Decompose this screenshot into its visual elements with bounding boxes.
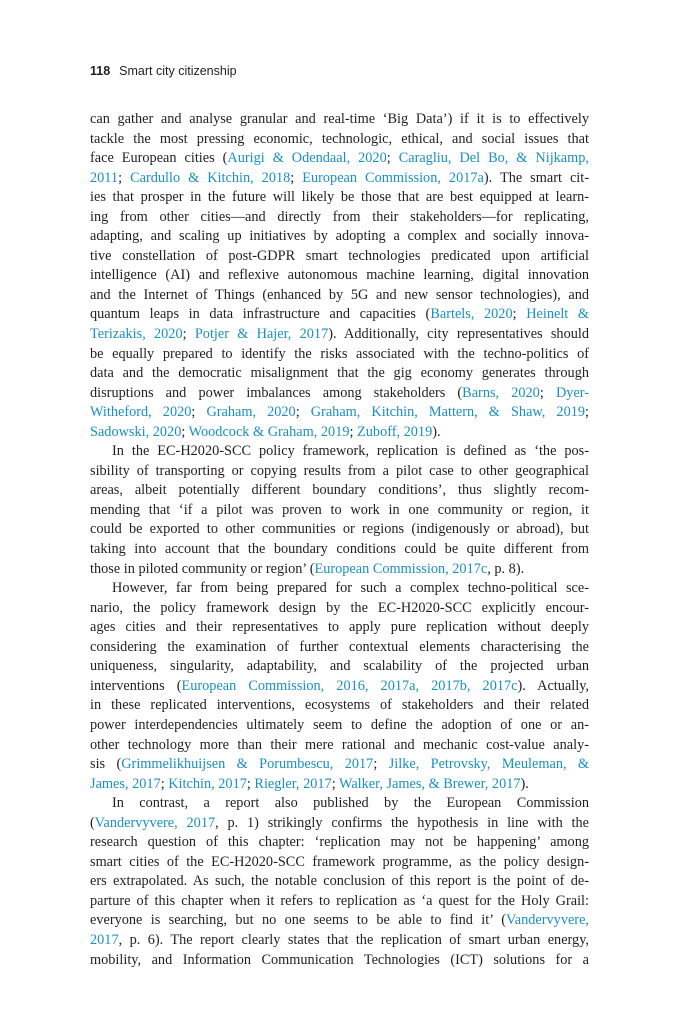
text-line (90, 775, 589, 795)
citation-link[interactable]: Riegler, 2017 (254, 775, 332, 792)
text-run: adapting, and scaling up initiatives by adopting a complex and socially innova- (90, 228, 589, 245)
text-run: other technology more than their mere rational and mechanic cost-value analy- (90, 736, 589, 753)
text-line (90, 814, 589, 834)
body-text (90, 110, 589, 970)
text-line (90, 520, 589, 540)
text-run: power interdependencies ultimately seem to define the adoption of one or an- (90, 716, 589, 733)
citation-link[interactable]: Vandervyvere, 2017 (94, 814, 216, 831)
text-run: ers extrapolated. As such, the notable conclusion of this report is the point of de- (90, 873, 589, 890)
text-line (90, 872, 589, 892)
citation-link[interactable]: Dyer- (555, 384, 589, 401)
text-run: quantum leaps in data infrastructure and capacities ( (90, 306, 431, 323)
text-run: ; (182, 326, 195, 343)
text-run: ; (246, 775, 255, 792)
text-run: ies that prosper in the future will likely be those that are best equipped at learn- (90, 189, 589, 206)
running-head (90, 64, 237, 78)
citation-link[interactable]: European Commission, 2016, 2017a, 2017b, 2017c (181, 677, 518, 694)
text-run: ; (331, 775, 339, 792)
text-line (90, 227, 589, 247)
citation-link[interactable]: 2017 (90, 931, 119, 948)
citation-link[interactable]: 2011 (90, 169, 119, 186)
text-run: , p. 1) strikingly confirms the hypothesis in line with the (215, 814, 589, 831)
text-run: tive constellation of post-GDPR smart technologies predicated upon artificial (90, 247, 589, 264)
citation-link[interactable]: Kitchin, 2017 (168, 775, 247, 792)
text-run: ; (349, 423, 358, 440)
text-line (90, 540, 589, 560)
text-line (90, 442, 589, 462)
text-line (90, 911, 589, 931)
text-run: interventions ( (90, 677, 182, 694)
text-line (90, 736, 589, 756)
citation-link[interactable]: Vandervyvere, (506, 912, 589, 929)
text-run: those in piloted community or region’ ( (90, 560, 315, 577)
text-line (90, 345, 589, 365)
page-number: 118 (90, 64, 111, 78)
text-line (90, 149, 589, 169)
text-run: ). The smart cit- (483, 169, 590, 186)
text-run: ; (512, 306, 527, 323)
text-run: ). (432, 423, 441, 440)
text-line (90, 325, 589, 345)
citation-link[interactable]: Heinelt & (526, 306, 589, 323)
text-run: can gather and analyse granular and real-time ‘Big Data’) if it is to effectively (90, 111, 589, 127)
text-line (90, 794, 589, 814)
text-run: smart cities of the EC-H2020-SCC framework programme, as the policy design- (90, 853, 589, 870)
text-run: research question of this chapter: ‘replication may not be happening’ among (90, 834, 589, 851)
citation-link[interactable]: Sadowski, 2020 (90, 423, 182, 440)
text-line (90, 286, 589, 306)
citation-link[interactable]: Zuboff, 2019 (357, 423, 433, 440)
citation-link[interactable]: Aurigi & Odendaal, 2020 (227, 150, 387, 167)
text-run: nario, the policy framework design by the EC-H2020-SCC explicitly encour- (90, 599, 589, 616)
text-run: ). (520, 775, 529, 792)
text-run: sis ( (90, 756, 122, 773)
text-run: areas, albeit potentially different boundary conditions’, thus slightly recom- (90, 482, 589, 499)
citation-link[interactable]: Witheford, 2020 (90, 404, 192, 421)
text-run: ing from other cities—and directly from their stakeholders—for replicating, (90, 208, 589, 225)
text-run: tackle the most pressing economic, technologic, ethical, and social issues that (90, 130, 589, 147)
text-line (90, 560, 589, 580)
text-run: In contrast, a report also published by the European Commission (112, 795, 589, 812)
text-line (90, 423, 589, 443)
citation-link[interactable]: Barns, 2020 (462, 384, 540, 401)
citation-link[interactable]: Potjer & Hajer, 2017 (194, 326, 329, 343)
text-line (90, 305, 589, 325)
text-run: ; (585, 404, 590, 421)
text-run: ; (539, 384, 556, 401)
text-run: ; (118, 169, 131, 186)
text-run: and the Internet of Things (enhanced by 5G and new sensor technologies), and (90, 286, 589, 303)
text-line (90, 403, 589, 423)
text-line (90, 599, 589, 619)
text-run: sibility of transporting or copying results from a pilot case to other geographical (90, 462, 589, 479)
text-run: , p. 8). (487, 560, 525, 577)
text-run: data and the democratic misalignment that the gig economy generates through (90, 365, 589, 382)
text-line (90, 951, 589, 971)
text-run: disruptions and power imbalances among stakeholders ( (90, 384, 463, 401)
text-run: However, far from being prepared for such a complex techno-political sce- (112, 580, 589, 597)
text-run: ; (386, 150, 399, 167)
text-run: ; (373, 756, 389, 773)
text-run: face European cities ( (90, 150, 228, 167)
text-run: intelligence (AI) and reflexive autonomous machine learning, digital innovation (90, 267, 589, 284)
text-line (90, 247, 589, 267)
citation-link[interactable]: European Commission, 2017c (314, 560, 488, 577)
text-line (90, 853, 589, 873)
text-run: parture of this chapter when it refers to replication as ‘a quest for the Holy Grail: (90, 892, 589, 909)
text-line (90, 110, 589, 130)
citation-link[interactable]: Bartels, 2020 (430, 306, 513, 323)
text-line (90, 481, 589, 501)
citation-link[interactable]: Terizakis, 2020 (90, 326, 183, 343)
running-title: Smart city citizenship (119, 64, 237, 78)
text-line (90, 169, 589, 189)
text-run: ( (90, 814, 95, 831)
text-run: ; (160, 775, 169, 792)
text-run: ; (295, 404, 311, 421)
text-line (90, 931, 589, 951)
citation-link[interactable]: Caragliu, Del Bo, & Nijkamp, (398, 150, 590, 167)
text-line (90, 638, 589, 658)
citation-link[interactable]: Cardullo & Kitchin, 2018 (130, 169, 291, 186)
text-line (90, 579, 589, 599)
text-run: ; (191, 404, 207, 421)
text-run: ; (181, 423, 189, 440)
citation-link[interactable]: European Commission, 2017a (302, 169, 484, 186)
text-run: In the EC-H2020-SCC policy framework, replication is defined as ‘the pos- (112, 443, 589, 460)
text-run: taking into account that the boundary conditions could be quite different from (90, 541, 589, 558)
text-line (90, 657, 589, 677)
text-line (90, 677, 589, 697)
text-run: mobility, and Information Communication Technologies (ICT) solutions for a (90, 951, 589, 968)
text-run: mending that ‘if a pilot was proven to work in one community or region, it (90, 501, 589, 518)
citation-link[interactable]: Woodcock & Graham, 2019 (188, 423, 350, 440)
text-line (90, 266, 589, 286)
text-line (90, 833, 589, 853)
text-line (90, 130, 589, 150)
text-line (90, 501, 589, 521)
citation-link[interactable]: Jilke, Petrovsky, Meuleman, & (388, 756, 590, 773)
text-line (90, 618, 589, 638)
text-run: , p. 6). The report clearly states that the replication of smart urban energy, (118, 931, 589, 948)
text-run: ). Additionally, city representatives should (328, 326, 589, 343)
citation-link[interactable]: Graham, 2020 (206, 404, 296, 421)
text-line (90, 716, 589, 736)
text-line (90, 462, 589, 482)
text-run: could be exported to other communities or regions (indigenously or abroad), but (90, 521, 589, 538)
citation-link[interactable]: Graham, Kitchin, Mattern, & Shaw, 2019 (310, 404, 586, 421)
citation-link[interactable]: James, 2017 (90, 775, 161, 792)
text-run: considering the examination of further contextual elements characterising the (90, 638, 589, 655)
text-run: be equally prepared to identify the risks associated with the techno-politics of (90, 345, 589, 362)
text-line (90, 208, 589, 228)
citation-link[interactable]: Grimmelikhuijsen & Porumbescu, 2017 (121, 756, 374, 773)
text-run: uniqueness, singularity, adaptability, and scalability of the projected urban (90, 658, 589, 675)
text-run: ages cities and their representatives to apply pure replication without deeply (90, 619, 589, 636)
text-line (90, 892, 589, 912)
text-line (90, 696, 589, 716)
text-line (90, 364, 589, 384)
text-run: ). Actually, (517, 677, 590, 694)
text-run: everyone is searching, but no one seems to be able to find it’ ( (90, 912, 507, 929)
text-line (90, 384, 589, 404)
text-line (90, 188, 589, 208)
citation-link[interactable]: Walker, James, & Brewer, 2017 (338, 775, 521, 792)
text-run: ; (290, 169, 303, 186)
text-run: in these replicated interventions, ecosystems of stakeholders and their related (90, 697, 589, 714)
text-line (90, 755, 589, 775)
